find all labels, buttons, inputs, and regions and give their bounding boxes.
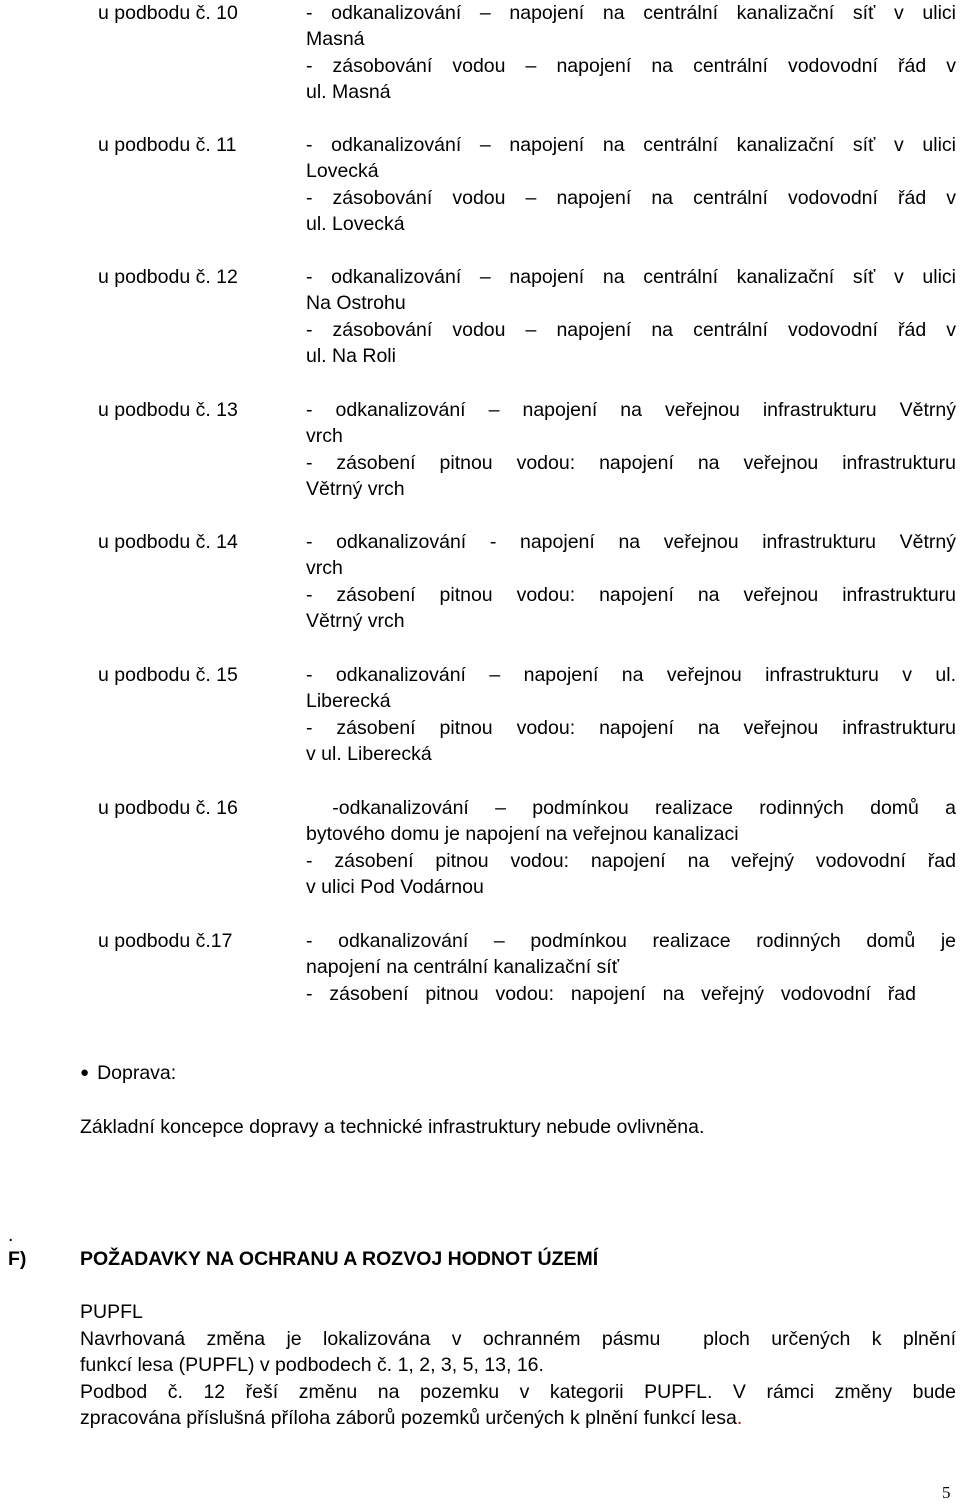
entry-label: u podbodu č. 13 (98, 399, 238, 421)
entry-body (306, 132, 956, 238)
entry-label: u podbodu č. 16 (98, 797, 238, 819)
entry-line: Větrný vrch (306, 610, 405, 633)
entry-line: vrch (306, 557, 343, 580)
entry-body (306, 397, 956, 503)
entry-line: - zásobení pitnou vodou: napojení na veřejnou infrastrukturu (306, 583, 956, 606)
entry-line: napojení na centrální kanalizační síť (306, 956, 620, 979)
entry-body (306, 662, 956, 768)
pupfl-line: funkcí lesa (PUPFL) v podbodech č. 1, 2, 3, 5, 13, 16. (80, 1354, 544, 1377)
pupfl-heading: PUPFL (80, 1301, 143, 1323)
entry-line: - odkanalizování - napojení na veřejnou infrastrukturu Větrný (306, 531, 956, 553)
stray-dot: . (8, 1224, 14, 1246)
doprava-heading-text: Doprava: (97, 1062, 177, 1084)
entry-line: ul. Masná (306, 81, 391, 104)
final-period: . (736, 1407, 743, 1430)
entry-label: u podbodu č. 11 (98, 134, 237, 156)
entry-line: Lovecká (306, 160, 379, 183)
doprava-paragraph: Základní koncepce dopravy a technické infrastruktury nebude ovlivněna. (80, 1116, 705, 1138)
pupfl-section (80, 1299, 956, 1432)
bullet-icon: ● (80, 1064, 90, 1081)
entry-line: Větrný vrch (306, 478, 405, 501)
entry-line: - zásobování vodou – napojení na centrální vodovodní řád v (306, 54, 956, 77)
entry-label: u podbodu č. 12 (98, 266, 238, 288)
entry-label: u podbodu č.17 (98, 930, 233, 952)
entry-line: - odkanalizování – napojení na veřejnou infrastrukturu Větrný (306, 399, 956, 421)
pupfl-line: Navrhovaná změna je lokalizována v ochranném pásmu ploch určených k plnění (80, 1327, 956, 1350)
entry-line: - odkanalizování – napojení na centrální kanalizační síť v ulici (306, 266, 956, 288)
entry-line: - zásobování vodou – napojení na centrální vodovodní řád v (306, 318, 956, 341)
entry-body (306, 928, 956, 1007)
entry-line: - odkanalizování – napojení na centrální kanalizační síť v ulici (306, 134, 956, 156)
section-title: POŽADAVKY NA OCHRANU A ROZVOJ HODNOT ÚZEMÍ (80, 1248, 599, 1270)
entry-body (306, 0, 956, 106)
entry-line: - odkanalizování – podmínkou realizace rodinných domů je (306, 930, 956, 952)
entry-line: -odkanalizování – podmínkou realizace rodinných domů a (306, 797, 956, 819)
pupfl-line: Podbod č. 12 řeší změnu na pozemku v kategorii PUPFL. V rámci změny bude (80, 1380, 956, 1403)
entry-line: - zásobení pitnou vodou: napojení na veřejnou infrastrukturu (306, 451, 956, 474)
pupfl-line-final (80, 1405, 956, 1432)
entry-label: u podbodu č. 15 (98, 664, 238, 686)
entry-line: vrch (306, 425, 343, 448)
page-number: 5 (942, 1483, 951, 1502)
entry-body (306, 264, 956, 370)
entry-line: - zásobení pitnou vodou: napojení na veřejný vodovodní řad (306, 849, 956, 872)
doprava-heading (80, 1060, 176, 1086)
entry-line: - odkanalizování – napojení na veřejnou infrastrukturu v ul. (306, 664, 956, 686)
entry-line: v ul. Liberecká (306, 743, 432, 766)
entry-line: - zásobení pitnou vodou: napojení na veřejný vodovodní řad (306, 982, 916, 1005)
entry-line: ul. Na Roli (306, 345, 396, 368)
entry-line: - zásobení pitnou vodou: napojení na veřejnou infrastrukturu (306, 716, 956, 739)
entry-line: bytového domu je napojení na veřejnou kanalizaci (306, 823, 739, 846)
entry-line: - odkanalizování – napojení na centrální kanalizační síť v ulici (306, 2, 956, 24)
entry-line: Na Ostrohu (306, 292, 406, 315)
entry-label: u podbodu č. 14 (98, 531, 238, 553)
entry-line: Masná (306, 28, 365, 51)
entry-line: v ulici Pod Vodárnou (306, 876, 484, 899)
entry-body (306, 795, 956, 901)
entry-body (306, 529, 956, 635)
pupfl-line-text: zpracována příslušná příloha záborů pozemků určených k plnění funkcí lesa (80, 1407, 737, 1430)
entry-line: - zásobování vodou – napojení na centrální vodovodní řád v (306, 186, 956, 209)
entry-line: Liberecká (306, 690, 391, 713)
section-letter: F) (8, 1248, 27, 1270)
entry-label: u podbodu č. 10 (98, 2, 238, 24)
entry-line: ul. Lovecká (306, 213, 405, 236)
